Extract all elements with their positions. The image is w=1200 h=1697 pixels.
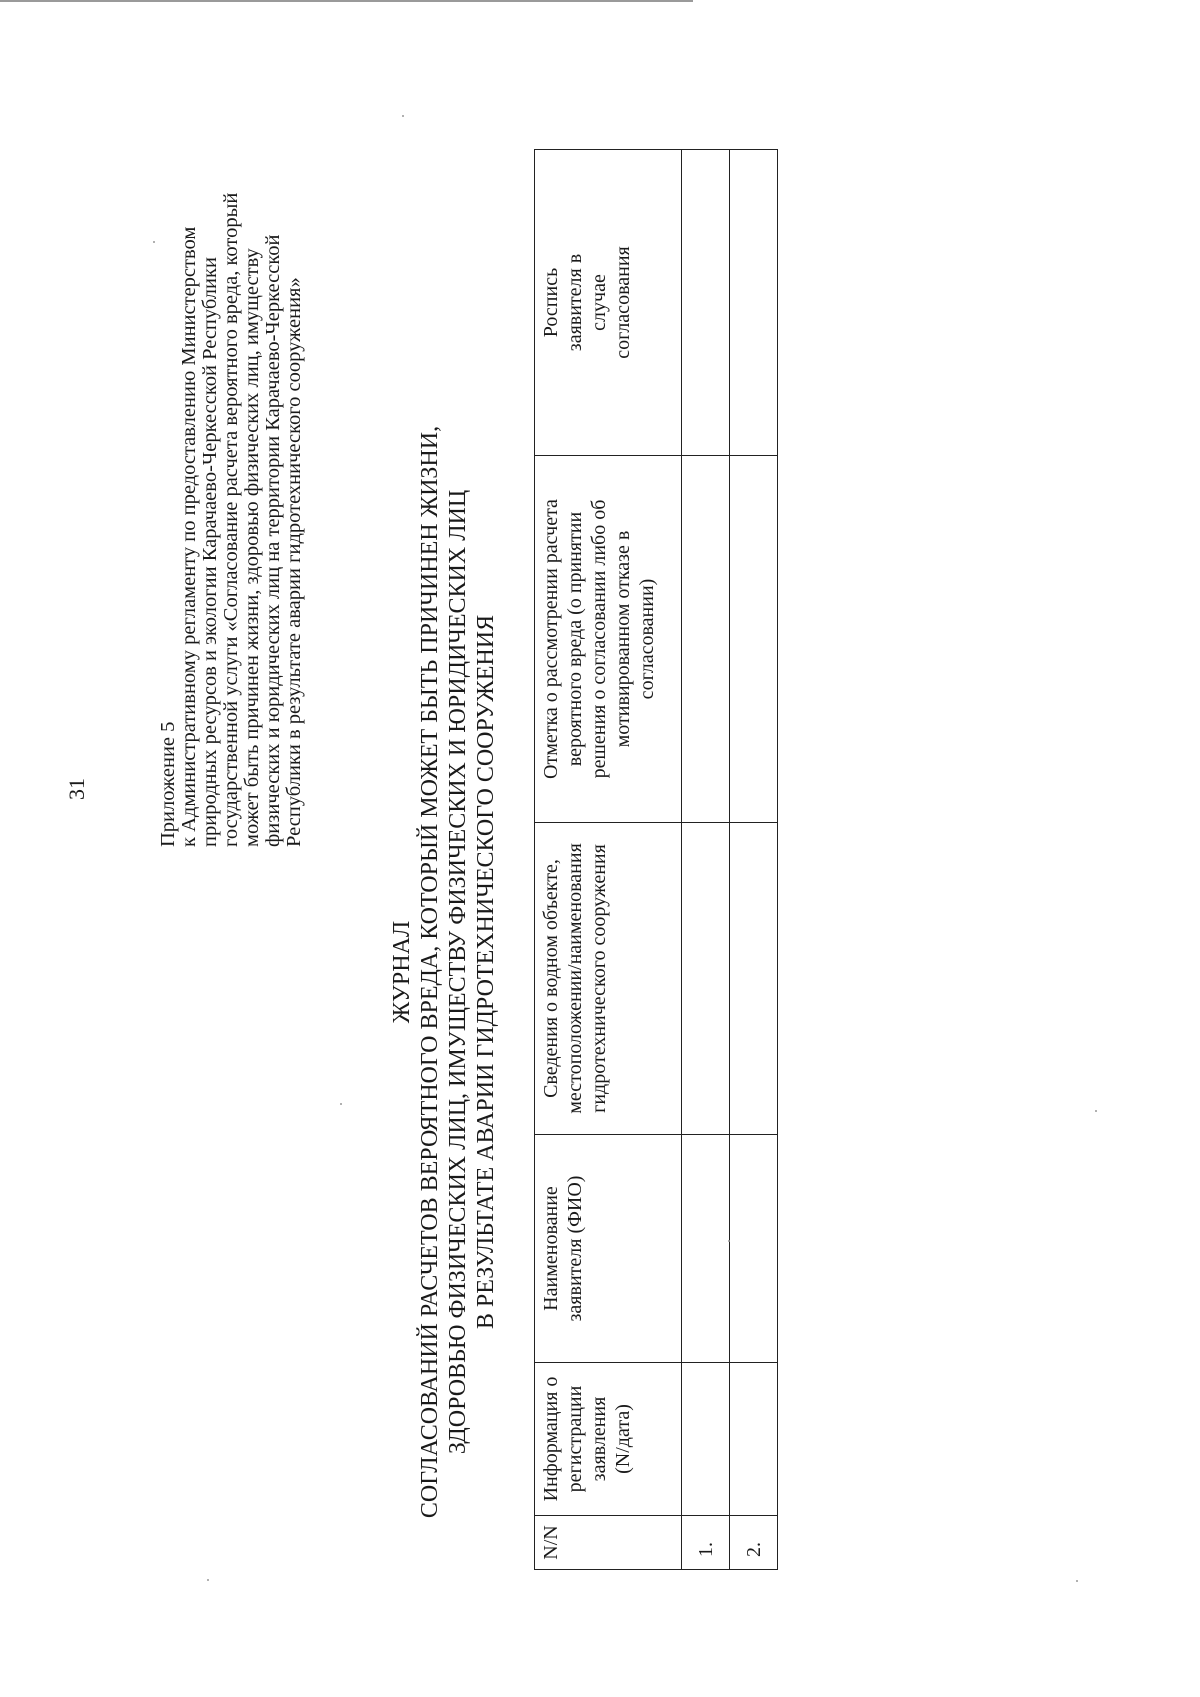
scan-speck [1076,1580,1078,1582]
scan-speck [728,1240,730,1242]
header-line: заявления [588,1396,610,1482]
rotated-page-content [0,97,900,1697]
table-cell [682,1135,730,1363]
appendix-title: Приложение 5 [157,721,179,847]
scan-speck [207,1579,209,1581]
row-number-cell: 1. [682,1516,730,1570]
page-number: 31 [64,778,89,800]
column-header-review-mark [535,456,682,823]
journal-subtitle-line: СОГЛАСОВАНИЙ РАСЧЕТОВ ВЕРОЯТНОГО ВРЕДА, КОТОРЫЙ МОЖЕТ БЫТЬ ПРИЧИНЕН ЖИЗНИ, [417,425,443,1519]
header-line: вероятного вреда (о принятии [564,511,586,767]
table-cell [682,150,730,456]
table-cell [730,456,778,823]
table-cell [730,823,778,1135]
table-cell [682,1363,730,1516]
table-row [682,150,730,1570]
table-cell [682,823,730,1135]
journal-subtitle-line: В РЕЗУЛЬТАТЕ АВАРИИ ГИДРОТЕХНИЧЕСКОГО СООРУЖЕНИЯ [473,614,499,1330]
column-header-water-object-info [535,823,682,1135]
header-line: заявителя в [564,253,586,352]
table-row [730,150,778,1570]
header-line: Отметка о рассмотрении расчета [540,499,562,779]
header-line: заявителя (ФИО) [564,1175,586,1322]
appendix-line: Республики в результате аварии гидротехнического сооружения» [283,277,305,847]
header-line: Роспись [540,267,562,338]
journal-register-table [534,149,778,1570]
journal-subtitle-line: ЗДОРОВЬЮ ФИЗИЧЕСКИХ ЛИЦ, ИМУЩЕСТВУ ФИЗИЧЕСКИХ И ЮРИДИЧЕСКИХ ЛИЦ [445,489,471,1455]
header-line: Наименование [540,1186,562,1311]
header-line: случае [588,274,610,331]
header-line: местоположении/наименования [564,843,586,1114]
column-header-registration-info [535,1363,682,1516]
appendix-line: к Административному регламенту по предоставлению Министерством [178,226,200,847]
header-line: согласовании) [636,578,658,700]
table-cell [682,456,730,823]
header-line: (N/дата) [612,1404,634,1474]
header-line: N/N [540,1525,562,1560]
header-line: решения о согласовании либо об [588,499,610,779]
appendix-reference-block [158,127,305,847]
header-line: Сведения о водном объекте, [540,859,562,1098]
journal-heading [388,412,500,1532]
column-header-applicant-name [535,1135,682,1363]
journal-title: ЖУРНАЛ [389,920,415,1024]
header-line: согласования [612,246,634,359]
table-cell [730,1363,778,1516]
appendix-line: физических и юридических лиц на территории Карачаево-Черкесской [262,234,284,847]
appendix-line: государственной услуги «Согласование расчета вероятного вреда, который [220,192,242,847]
header-line: Информация о [540,1376,562,1502]
header-line: регистрации [564,1385,586,1493]
appendix-line: природных ресурсов и экологии Карачаево-Черкесской Республики [199,257,221,847]
table-cell [730,150,778,456]
column-header-number [535,1516,682,1570]
header-line: мотивированном отказе в [612,530,634,748]
table-cell [730,1135,778,1363]
scan-speck [402,115,404,117]
column-header-applicant-signature [535,150,682,456]
scan-speck [340,1103,342,1105]
top-scan-edge [0,0,693,2]
row-number-cell: 2. [730,1516,778,1570]
table-header-row [535,150,682,1570]
scan-speck [153,241,155,243]
header-line: гидротехнического сооружения [588,844,610,1113]
scan-speck [1095,1110,1097,1112]
appendix-line: может быть причинен жизни, здоровью физических лиц, имуществу [241,248,263,847]
